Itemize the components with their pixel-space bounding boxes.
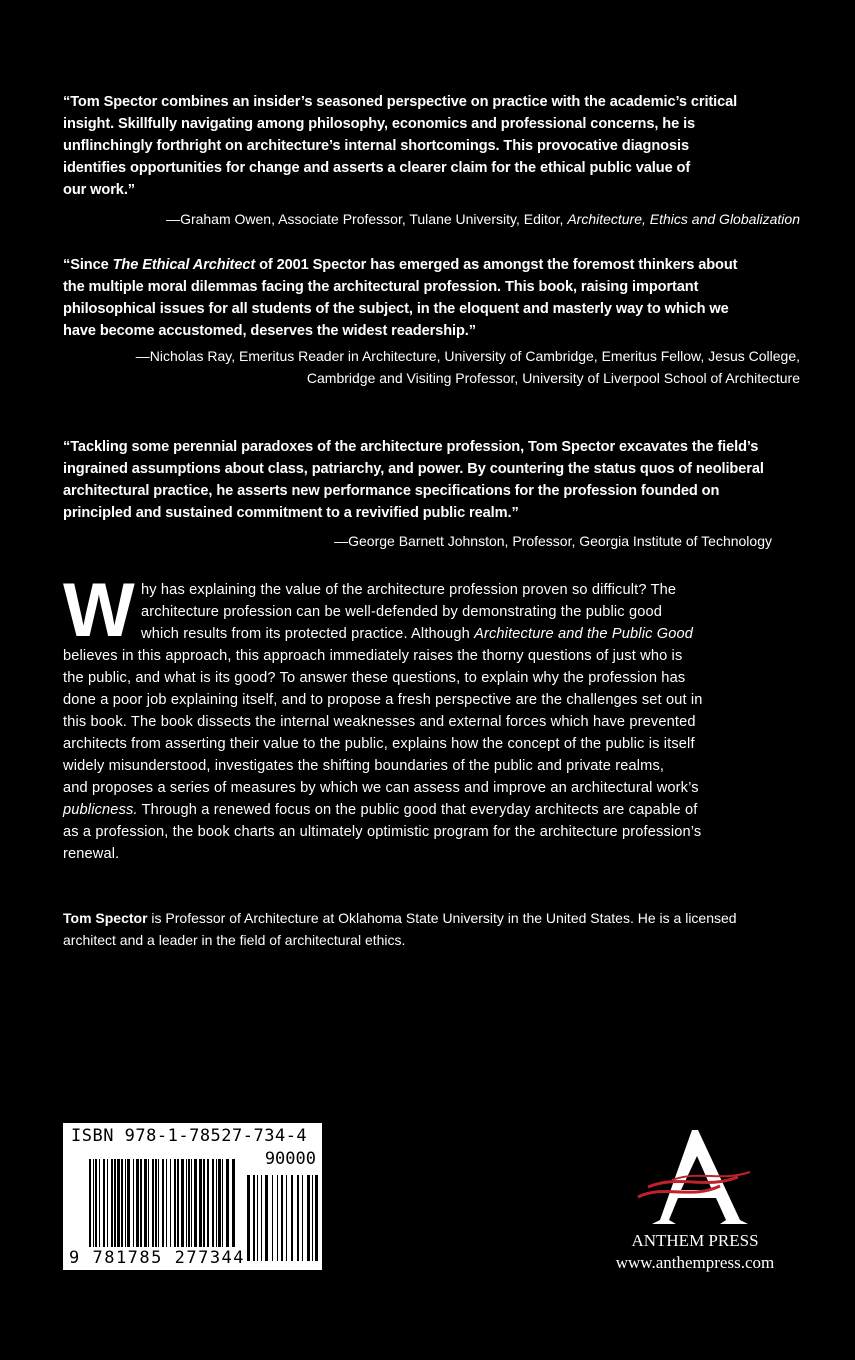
barcode-bar: [148, 1159, 149, 1247]
text-line: [63, 276, 737, 298]
barcode-bar: [103, 1159, 105, 1247]
text-line: [63, 135, 737, 157]
isbn-barcode: [63, 1123, 322, 1270]
text-segment: widely misunderstood, investigates the shifting boundaries of the public and private realms,: [63, 758, 665, 774]
text-line: [63, 777, 703, 799]
text-line: [63, 667, 703, 689]
text-segment: publicness.: [63, 802, 138, 818]
text-segment: renewal.: [63, 846, 120, 862]
barcode-bar: [188, 1159, 190, 1247]
text-line: [63, 623, 703, 645]
text-line: [63, 799, 703, 821]
text-segment: Through a renewed focus on the public good that everyday architects are capable of: [137, 802, 698, 818]
barcode-bar: [133, 1159, 134, 1247]
barcode-bar: [232, 1159, 235, 1247]
text-segment: Architecture and the Public Good: [474, 626, 694, 642]
text-segment: architecture profession can be well-defended by demonstrating the public good: [141, 604, 663, 620]
addon-bar: [253, 1175, 255, 1261]
barcode-bar: [186, 1159, 187, 1247]
text-segment: the multiple moral dilemmas facing the architectural profession. This book, raising important: [63, 279, 699, 295]
text-line: [63, 480, 764, 502]
text-line: [63, 843, 703, 865]
addon-bar: [307, 1175, 310, 1261]
text-segment: “Since: [63, 257, 113, 273]
text-line: [63, 733, 703, 755]
text-segment: “Tom Spector combines an insider’s seasoned perspective on practice with the academic’s critical: [63, 94, 738, 110]
barcode-bar: [181, 1159, 184, 1247]
barcode-bar: [226, 1159, 229, 1247]
barcode-bar: [174, 1159, 176, 1247]
text-segment: unflinchingly forthright on architecture’s internal shortcomings. This provocative diagnosis: [63, 138, 689, 154]
barcode-bar: [114, 1159, 116, 1247]
barcode-bar: [216, 1159, 217, 1247]
addon-bar: [247, 1175, 250, 1261]
barcode-bar: [203, 1159, 205, 1247]
barcode-bar: [95, 1159, 97, 1247]
barcode-bar: [125, 1159, 126, 1247]
barcode-bar: [162, 1159, 164, 1247]
barcode-bar: [170, 1159, 171, 1247]
text-segment: ingrained assumptions about class, patriarchy, and power. By countering the status quos of neoliberal: [63, 461, 764, 477]
addon-bar: [286, 1175, 287, 1261]
barcode-bar: [144, 1159, 147, 1247]
barcode-bar: [191, 1159, 192, 1247]
text-line: [63, 179, 737, 201]
text-segment: done a poor job explaining itself, and to propose a fresh perspective are the challenges set out in: [63, 692, 703, 708]
barcode-bar: [158, 1159, 159, 1247]
text-line: [63, 821, 703, 843]
addon-bar: [302, 1175, 303, 1261]
addon-bar: [277, 1175, 278, 1261]
text-line: [63, 254, 737, 276]
text-segment: architects from asserting their value to the public, explains how the concept of the public is itself: [63, 736, 695, 752]
text-segment: this book. The book dissects the internal weaknesses and external forces which have prevented: [63, 714, 696, 730]
text-segment: principled and sustained commitment to a revivified public realm.”: [63, 505, 519, 521]
text-segment: Architecture, Ethics and Globalization: [567, 211, 800, 227]
text-line: [63, 755, 703, 777]
text-line: [136, 345, 800, 367]
text-segment: our work.”: [63, 182, 135, 198]
text-segment: —Nicholas Ray, Emeritus Reader in Architecture, University of Cambridge, Emeritus Fellow, Jesus College,: [135, 348, 800, 364]
text-line: [334, 530, 772, 552]
barcode-digits: 9 781785 277344: [69, 1248, 246, 1268]
barcode-bar: [127, 1159, 130, 1247]
text-segment: —Graham Owen, Associate Professor, Tulane University, Editor,: [166, 211, 568, 227]
isbn-label: ISBN 978-1-78527-734-4: [71, 1126, 308, 1146]
publisher-logo: [580, 1120, 810, 1280]
text-line: [63, 91, 737, 113]
text-line: [63, 113, 737, 135]
text-segment: architect and a leader in the field of architectural ethics.: [63, 932, 406, 948]
text-line: [63, 502, 764, 524]
addon-bar: [297, 1175, 299, 1261]
addon-bar: [272, 1175, 273, 1261]
text-segment: architectural practice, he asserts new performance specifications for the profession founded on: [63, 483, 720, 499]
author-bio: [63, 907, 737, 951]
text-segment: —George Barnett Johnston, Professor, Georgia Institute of Technology: [334, 533, 772, 549]
barcode-bar: [107, 1159, 108, 1247]
text-segment: philosophical issues for all students of the subject, in the eloquent and masterly way to which we: [63, 301, 729, 317]
text-line: [63, 458, 764, 480]
quote-1: [63, 91, 737, 201]
text-line: [63, 579, 703, 601]
drop-cap: W: [63, 568, 135, 653]
text-line: [63, 436, 764, 458]
quote-2-attribution: [136, 345, 800, 389]
text-segment: Tom Spector: [63, 910, 148, 926]
text-segment: believes in this approach, this approach immediately raises the thorny questions of just who is: [63, 648, 683, 664]
barcode-bar: [152, 1159, 154, 1247]
publisher-url[interactable]: www.anthempress.com: [615, 1253, 775, 1272]
text-line: [63, 298, 737, 320]
barcode-bar: [218, 1159, 221, 1247]
barcode-bar: [177, 1159, 179, 1247]
quote-3: [63, 436, 764, 524]
addon-bar: [257, 1175, 258, 1261]
text-segment: as a profession, the book charts an ultimately optimistic program for the architecture profession’s: [63, 824, 702, 840]
barcode-bar: [89, 1159, 91, 1247]
publisher-name: ANTHEM PRESS: [631, 1231, 759, 1250]
text-segment: The Ethical Architect: [112, 257, 256, 273]
text-line: [63, 929, 737, 951]
text-line: [136, 367, 800, 389]
text-line: [63, 689, 703, 711]
addon-bar: [312, 1175, 313, 1261]
price-addon: 90000: [264, 1149, 316, 1169]
anthem-a-logo-icon: [580, 1120, 810, 1232]
book-description: [63, 568, 703, 865]
text-segment: which results from its protected practice. Although: [141, 626, 475, 642]
barcode-bar: [212, 1159, 214, 1247]
text-segment: identifies opportunities for change and asserts a clearer claim for the ethical public value of: [63, 160, 691, 176]
barcode-bar: [207, 1159, 209, 1247]
barcode-bar: [194, 1159, 197, 1247]
text-segment: insight. Skillfully navigating among philosophy, economics and professional concerns, he is: [63, 116, 696, 132]
text-segment: and proposes a series of measures by which we can assess and improve an architectural work’s: [63, 780, 699, 796]
text-line: [63, 320, 737, 342]
barcode-bar: [99, 1159, 100, 1247]
text-segment: of 2001 Spector has emerged as amongst the foremost thinkers about: [255, 257, 738, 273]
quote-1-attribution: [166, 208, 800, 230]
barcode-bar: [93, 1159, 94, 1247]
quote-2: [63, 254, 737, 342]
text-line: [63, 907, 737, 929]
text-segment: Cambridge and Visiting Professor, University of Liverpool School of Architecture: [306, 370, 800, 386]
barcode-bar: [155, 1159, 157, 1247]
addon-bar: [265, 1175, 268, 1261]
barcode-bar: [111, 1159, 113, 1247]
barcode-bar: [199, 1159, 202, 1247]
text-line: [63, 711, 703, 733]
barcode-bar: [140, 1159, 142, 1247]
text-line: [63, 601, 703, 623]
text-line: [63, 157, 737, 179]
barcode-bar: [136, 1159, 139, 1247]
text-segment: is Professor of Architecture at Oklahoma State University in the United States. He is a licensed: [147, 910, 737, 926]
barcode-bar: [121, 1159, 123, 1247]
barcode-bar: [222, 1159, 223, 1247]
barcode-bar: [117, 1159, 120, 1247]
text-line: [166, 208, 800, 230]
text-segment: hy has explaining the value of the architecture profession proven so difficult? The: [141, 582, 677, 598]
text-segment: have become accustomed, deserves the widest readership.”: [63, 323, 476, 339]
addon-bar: [261, 1175, 262, 1261]
addon-bar: [315, 1175, 318, 1261]
text-segment: the public, and what is its good? To answer these questions, to explain why the profession has: [63, 670, 686, 686]
addon-bar: [291, 1175, 293, 1261]
text-line: [63, 645, 703, 667]
text-segment: “Tackling some perennial paradoxes of the architecture profession, Tom Spector excavates the field’s: [63, 439, 759, 455]
addon-bar: [281, 1175, 283, 1261]
barcode-bar: [166, 1159, 167, 1247]
quote-3-attribution: [334, 530, 772, 552]
